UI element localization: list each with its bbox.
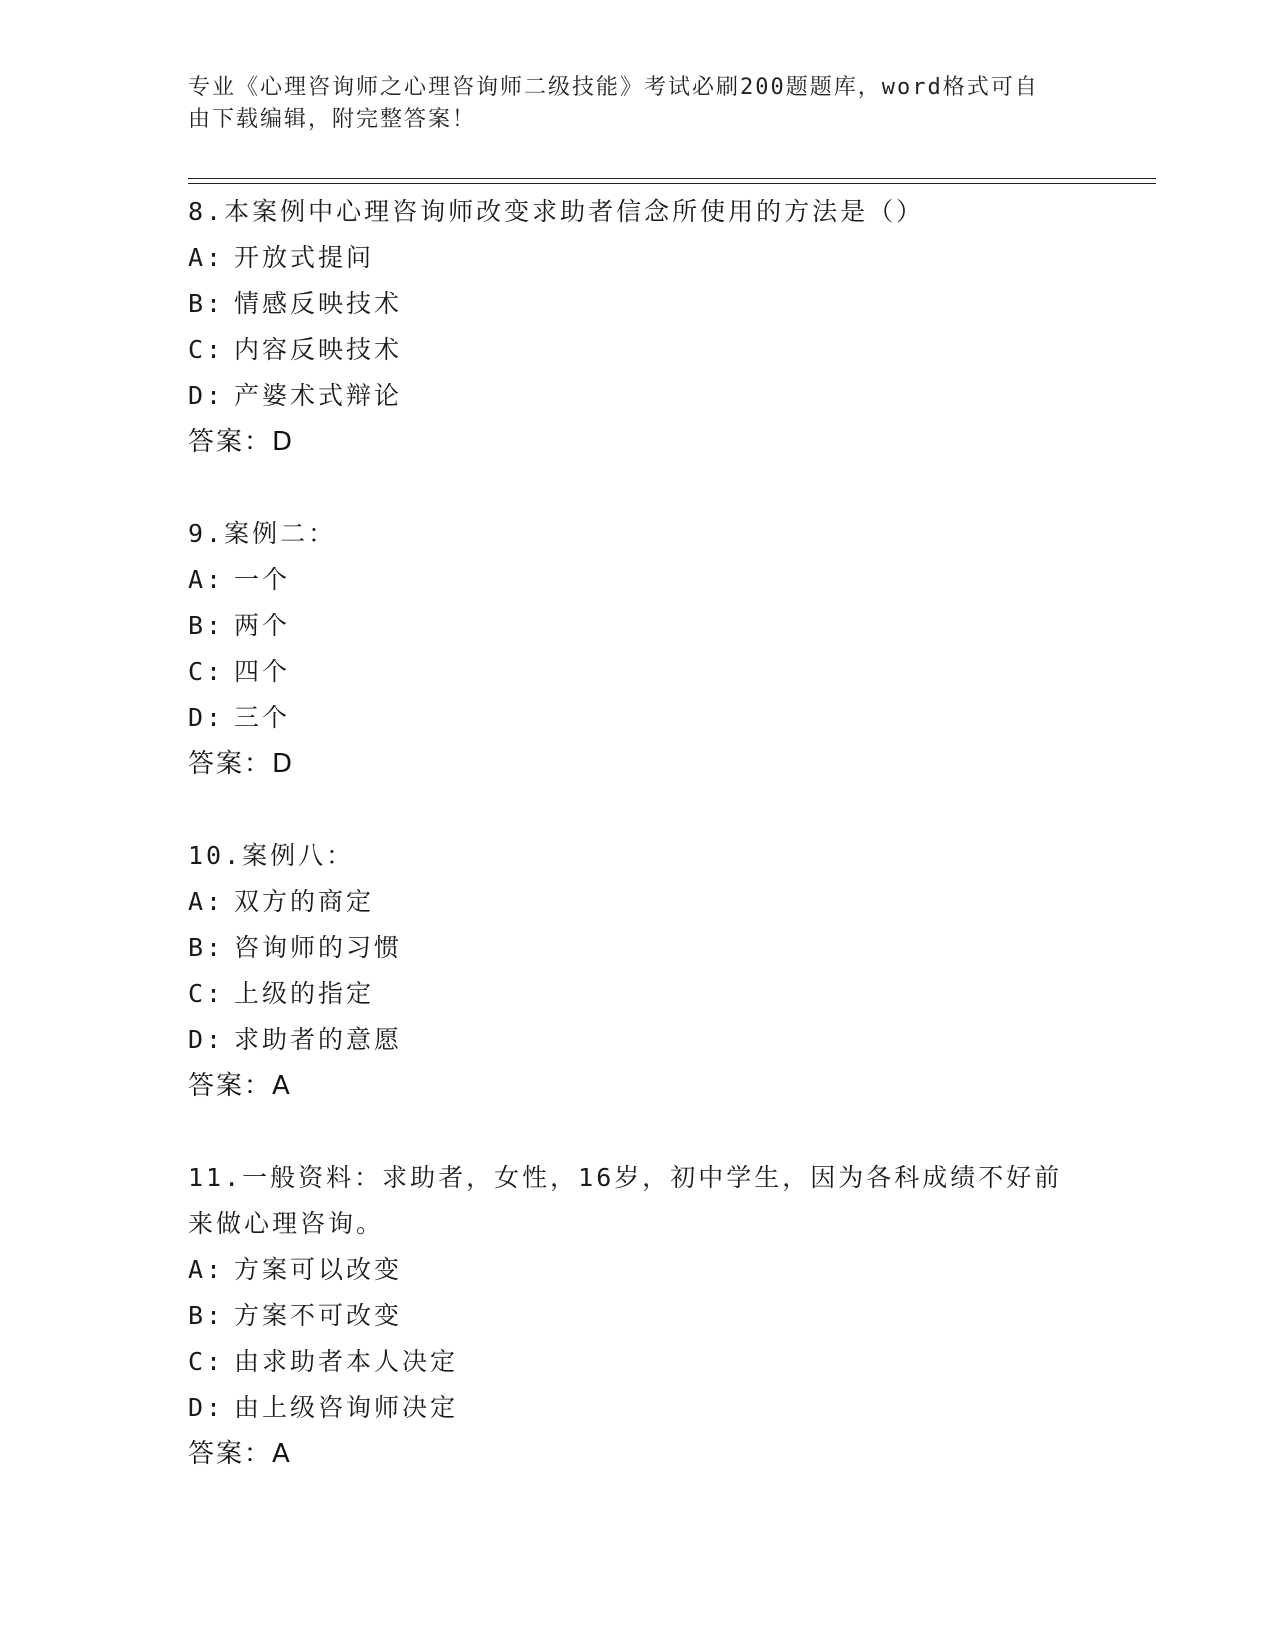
- option-b: [188, 281, 1088, 327]
- document-header: [188, 72, 1088, 136]
- question-stem: 8.本案例中心理咨询师改变求助者信念所使用的方法是（）: [188, 197, 925, 226]
- option-text: 一个: [234, 565, 291, 594]
- option-letter: A:: [188, 565, 225, 594]
- answer-line: 答案：D: [188, 749, 295, 779]
- option-text: 咨询师的习惯: [234, 933, 403, 962]
- option-a: [188, 557, 1088, 603]
- question-stem: 10.案例八：: [188, 841, 355, 870]
- option-a: [188, 879, 1088, 925]
- option-text: 四个: [234, 657, 291, 686]
- question-item: [188, 189, 1088, 465]
- option-letter: D:: [188, 1393, 225, 1422]
- option-letter: A:: [188, 243, 225, 272]
- header-line-1: 专业《心理咨询师之心理咨询师二级技能》考试必刷200题题库，word格式可自: [188, 75, 1039, 100]
- option-text: 方案可以改变: [234, 1255, 403, 1284]
- option-d: [188, 1385, 1088, 1431]
- question-item: [188, 833, 1088, 1109]
- option-d: [188, 1017, 1088, 1063]
- option-c: [188, 1339, 1088, 1385]
- header-line-2: 由下载编辑，附完整答案！: [188, 107, 477, 132]
- option-letter: D:: [188, 381, 225, 410]
- option-letter: B:: [188, 933, 225, 962]
- option-letter: A:: [188, 1255, 225, 1284]
- option-letter: B:: [188, 1301, 225, 1330]
- option-b: [188, 603, 1088, 649]
- option-text: 内容反映技术: [234, 335, 403, 364]
- option-c: [188, 649, 1088, 695]
- option-a: [188, 1247, 1088, 1293]
- option-d: [188, 695, 1088, 741]
- option-letter: D:: [188, 1025, 225, 1054]
- option-a: [188, 235, 1088, 281]
- option-text: 双方的商定: [234, 887, 375, 916]
- option-text: 开放式提问: [234, 243, 375, 272]
- option-c: [188, 971, 1088, 1017]
- answer-line: 答案：A: [188, 1071, 292, 1101]
- question-item: [188, 1155, 1088, 1477]
- option-text: 求助者的意愿: [234, 1025, 403, 1054]
- option-d: [188, 373, 1088, 419]
- header-divider-top: [188, 178, 1156, 179]
- question-item: [188, 511, 1088, 787]
- option-text: 由上级咨询师决定: [234, 1393, 459, 1422]
- option-text: 情感反映技术: [234, 289, 403, 318]
- option-text: 由求助者本人决定: [234, 1347, 459, 1376]
- answer-line: 答案：A: [188, 1439, 292, 1469]
- option-letter: A:: [188, 887, 225, 916]
- option-c: [188, 327, 1088, 373]
- option-letter: B:: [188, 611, 225, 640]
- question-stem: 9.案例二：: [188, 519, 337, 548]
- option-text: 上级的指定: [234, 979, 375, 1008]
- question-stem: 11.一般资料：求助者，女性，16岁，初中学生，因为各科成绩不好前来做心理咨询。: [188, 1163, 1063, 1238]
- question-list: [188, 189, 1088, 1523]
- option-b: [188, 925, 1088, 971]
- option-letter: C:: [188, 1347, 225, 1376]
- header-divider-bottom: [188, 183, 1156, 184]
- answer-line: 答案：D: [188, 427, 295, 457]
- option-letter: C:: [188, 657, 225, 686]
- option-text: 两个: [234, 611, 291, 640]
- option-letter: B:: [188, 289, 225, 318]
- option-b: [188, 1293, 1088, 1339]
- option-letter: C:: [188, 335, 225, 364]
- option-letter: D:: [188, 703, 225, 732]
- option-text: 三个: [234, 703, 291, 732]
- option-text: 产婆术式辩论: [234, 381, 403, 410]
- option-text: 方案不可改变: [234, 1301, 403, 1330]
- option-letter: C:: [188, 979, 225, 1008]
